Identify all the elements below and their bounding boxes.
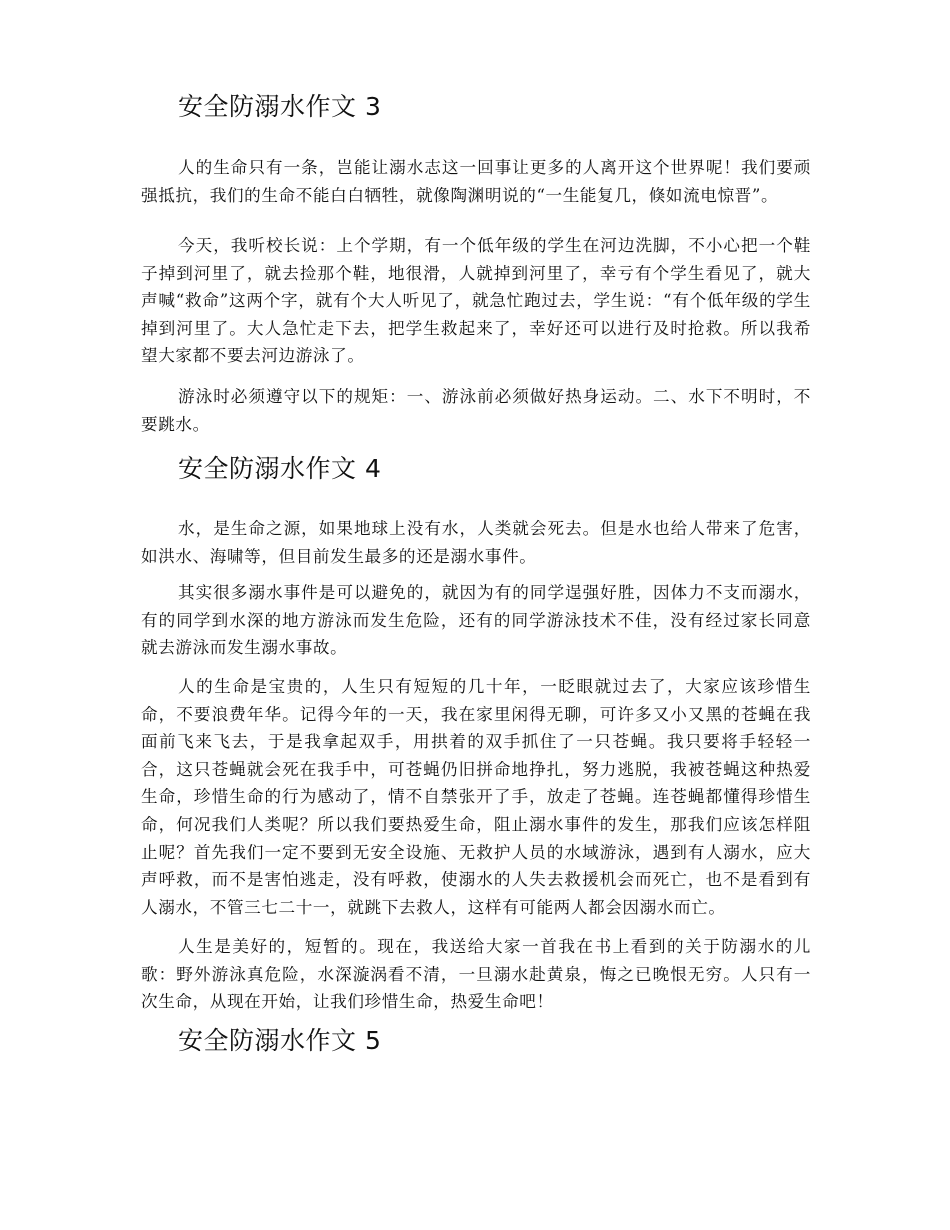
- section-4-paragraph-3: 人的生命是宝贵的，人生只有短短的几十年，一眨眼就过去了，大家应该珍惜生命，不要浪费年华。记得今年的一天，我在家里闲得无聊，可许多又小又黑的苍蝇在我面前飞来飞去，于是我拿起双手，用拱着的双手抓住了一只苍蝇。我只要将手轻轻一合，这只苍蝇就会死在我手中，可苍蝇仍旧拼命地挣扎，努力逃脱，我被苍蝇这种热爱生命，珍惜生命的行为感动了，情不自禁张开了手，放走了苍蝇。连苍蝇都懂得珍惜生命，何况我们人类呢？所以我们要热爱生命，阻止溺水事件的发生，那我们应该怎样阻止呢？首先我们一定不要到无安全设施、无救护人员的水域游泳，遇到有人溺水，应大声呼救，而不是害怕逃走，没有呼救，使溺水的人失去救援机会而死亡，也不是看到有人溺水，不管三七二十一，就跳下去救人，这样有可能两人都会因溺水而亡。: [141, 677, 811, 917]
- section-title-5: 安全防溺水作文 5: [178, 1026, 382, 1055]
- section-4-paragraph-2: 其实很多溺水事件是可以避免的，就因为有的同学逞强好胜，因体力不支而溺水，有的同学到水深的地方游泳而发生危险，还有的同学游泳技术不佳，没有经过家长同意就去游泳而发生溺水事故。: [141, 583, 811, 658]
- section-3-paragraph-3: 游泳时必须遵守以下的规矩：一、游泳前必须做好热身运动。二、水下不明时，不要跳水。: [141, 387, 811, 434]
- section-title-3: 安全防溺水作文 3: [178, 92, 382, 121]
- section-3-paragraph-1: 人的生命只有一条，岂能让溺水志这一回事让更多的人离开这个世界呢！我们要顽强抵抗，我们的生命不能白白牺牲，就像陶渊明说的“一生能复几，倏如流电惊晋”。: [141, 158, 811, 205]
- section-4-paragraph-1: 水，是生命之源，如果地球上没有水，人类就会死去。但是水也给人带来了危害，如洪水、海啸等，但目前发生最多的还是溺水事件。: [141, 519, 811, 566]
- section-4-paragraph-4: 人生是美好的，短暂的。现在，我送给大家一首我在书上看到的关于防溺水的儿歌：野外游泳真危险，水深漩涡看不清，一旦溺水赴黄泉，悔之已晚恨无穷。人只有一次生命，从现在开始，让我们珍惜生命，热爱生命吧！: [141, 937, 811, 1012]
- section-title-4: 安全防溺水作文 4: [178, 454, 382, 483]
- section-3-paragraph-2: 今天，我听校长说：上个学期，有一个低年级的学生在河边洗脚，不小心把一个鞋子掉到河里了，就去捡那个鞋，地很滑，人就掉到河里了，幸亏有个学生看见了，就大声喊“救命”这两个字，就有个大人听见了，就急忙跑过去，学生说：“有个低年级的学生掉到河里了。大人急忙走下去，把学生救起来了，幸好还可以进行及时抢救。所以我希望大家都不要去河边游泳了。: [141, 236, 811, 366]
